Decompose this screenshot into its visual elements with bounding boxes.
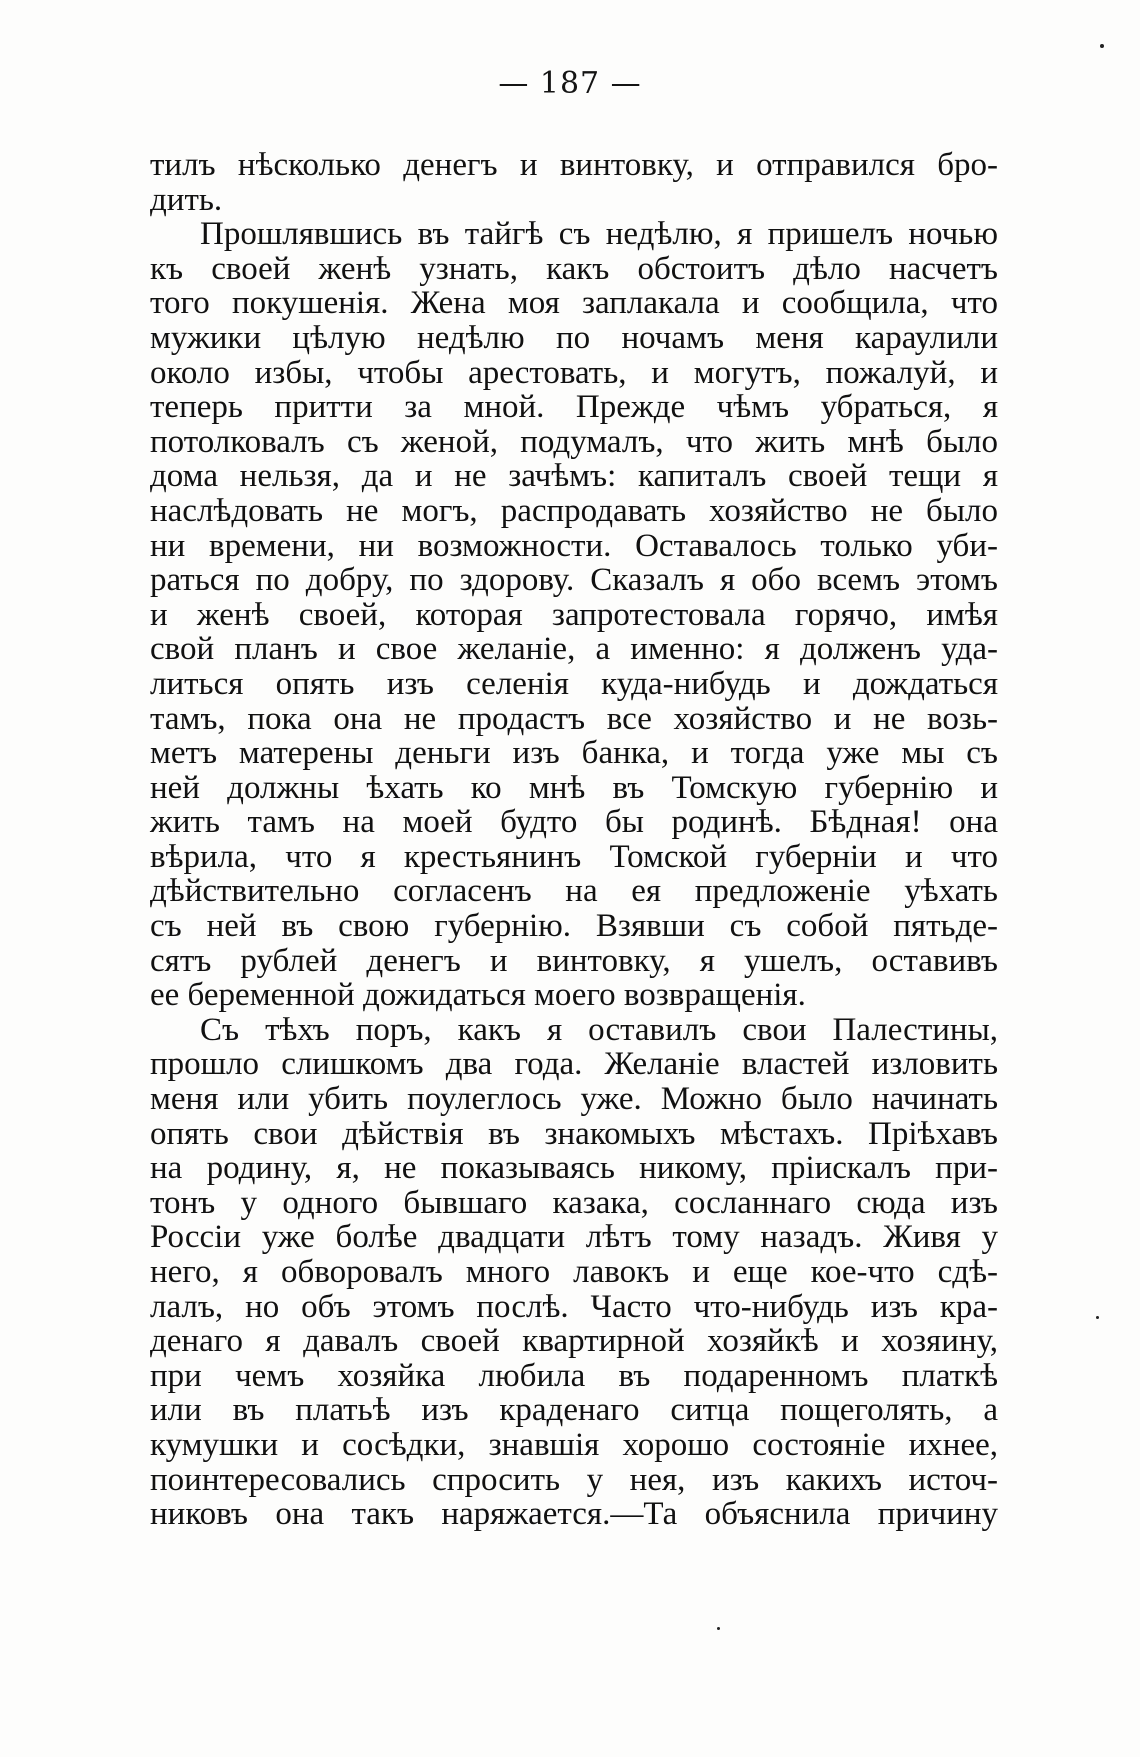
text-line: Россіи уже болѣе двадцати лѣтъ тому назадъ. Живя у	[150, 1219, 998, 1256]
text-line: сятъ рублей денегъ и винтовку, я ушелъ, оставивъ	[150, 942, 998, 979]
text-line: ее беременной дожидаться моего возвращенія.	[150, 977, 806, 1014]
text-line: свой планъ и свое желаніе, а именно: я долженъ уда-	[150, 631, 998, 668]
text-line: тилъ нѣсколько денегъ и винтовку, и отправился бро-	[150, 147, 998, 183]
text-line: никовъ она такъ наряжается.—Та объяснила причину	[150, 1496, 998, 1533]
text-line: литься опять изъ селенія куда-нибудь и дождаться	[150, 665, 998, 702]
body-text	[150, 148, 998, 1532]
paragraph-2	[150, 217, 998, 1013]
scan-speck	[1100, 44, 1104, 48]
text-line: дома нельзя, да и не зачѣмъ: капиталъ своей тещи я	[150, 458, 998, 495]
text-line: мужики цѣлую недѣлю по ночамъ меня караулили	[150, 319, 998, 356]
text-line: него, я обворовалъ много лавокъ и еще кое-что сдѣ-	[150, 1254, 998, 1290]
text-line: того покушенія. Жена моя заплакала и сообщила, что	[150, 285, 998, 322]
text-line: лалъ, но объ этомъ послѣ. Часто что-нибудь изъ кра-	[150, 1288, 998, 1325]
text-line: около избы, чтобы арестовать, и могутъ, пожалуй, и	[150, 354, 998, 391]
text-line: теперь притти за мной. Прежде чѣмъ убраться, я	[150, 389, 998, 426]
text-line: при чемъ хозяйка любила въ подаренномъ платкѣ	[150, 1357, 998, 1394]
text-line: ней должны ѣхать ко мнѣ въ Томскую губернію и	[150, 769, 998, 806]
text-line: и женѣ своей, которая запротестовала горячо, имѣя	[150, 596, 998, 633]
text-line: съ ней въ свою губернію. Взявши съ собой пятьде-	[150, 908, 998, 945]
paragraph-1	[150, 148, 998, 217]
text-line: меня или убить поулеглось уже. Можно было начинать	[150, 1081, 998, 1118]
text-line: тамъ, пока она не продастъ все хозяйство и не возь-	[150, 700, 998, 737]
text-line: вѣрила, что я крестьянинъ Томской губерніи и что	[150, 838, 998, 875]
text-line: опять свои дѣйствія въ знакомыхъ мѣстахъ. Пріѣхавъ	[150, 1115, 998, 1152]
text-line: раться по добру, по здорову. Сказалъ я обо всемъ этомъ	[150, 562, 998, 599]
text-line: наслѣдовать не могъ, распродавать хозяйство не было	[150, 492, 998, 529]
text-line: дить.	[150, 181, 223, 218]
text-line: Съ тѣхъ поръ, какъ я оставилъ свои Палестины,	[200, 1011, 998, 1048]
text-line: дѣйствительно согласенъ на ея предложеніе уѣхать	[150, 873, 998, 910]
paragraph-3	[150, 1013, 998, 1532]
text-line: на родину, я, не показываясь никому, пріискалъ при-	[150, 1150, 998, 1187]
text-line: къ своей женѣ узнать, какъ обстоитъ дѣло насчетъ	[150, 250, 998, 287]
text-line: Прошлявшись въ тайгѣ съ недѣлю, я пришелъ ночью	[200, 216, 998, 253]
text-line: или въ платьѣ изъ краденаго ситца пощеголять, а	[150, 1392, 998, 1429]
text-line: жить тамъ на моей будто бы родинѣ. Бѣдная! она	[150, 804, 998, 841]
scan-speck	[717, 1627, 720, 1630]
text-line: потолковалъ съ женой, подумалъ, что жить мнѣ было	[150, 423, 998, 460]
text-line: денаго я давалъ своей квартирной хозяйкѣ и хозяину,	[150, 1323, 998, 1360]
text-line: поинтересовались спросить у нея, изъ какихъ источ-	[150, 1461, 998, 1498]
text-line: ни времени, ни возможности. Оставалось только уби-	[150, 527, 998, 564]
page-number: — 187 —	[498, 66, 642, 101]
text-line: кумушки и сосѣдки, знавшія хорошо состояніе ихнее,	[150, 1426, 998, 1463]
text-line: прошло слишкомъ два года. Желаніе властей изловить	[150, 1046, 998, 1083]
scan-speck	[1096, 1316, 1099, 1319]
text-line: метъ матерены деньги изъ банка, и тогда уже мы съ	[150, 735, 998, 772]
text-line: тонъ у одного бывшаго казака, сосланнаго сюда изъ	[150, 1184, 998, 1221]
